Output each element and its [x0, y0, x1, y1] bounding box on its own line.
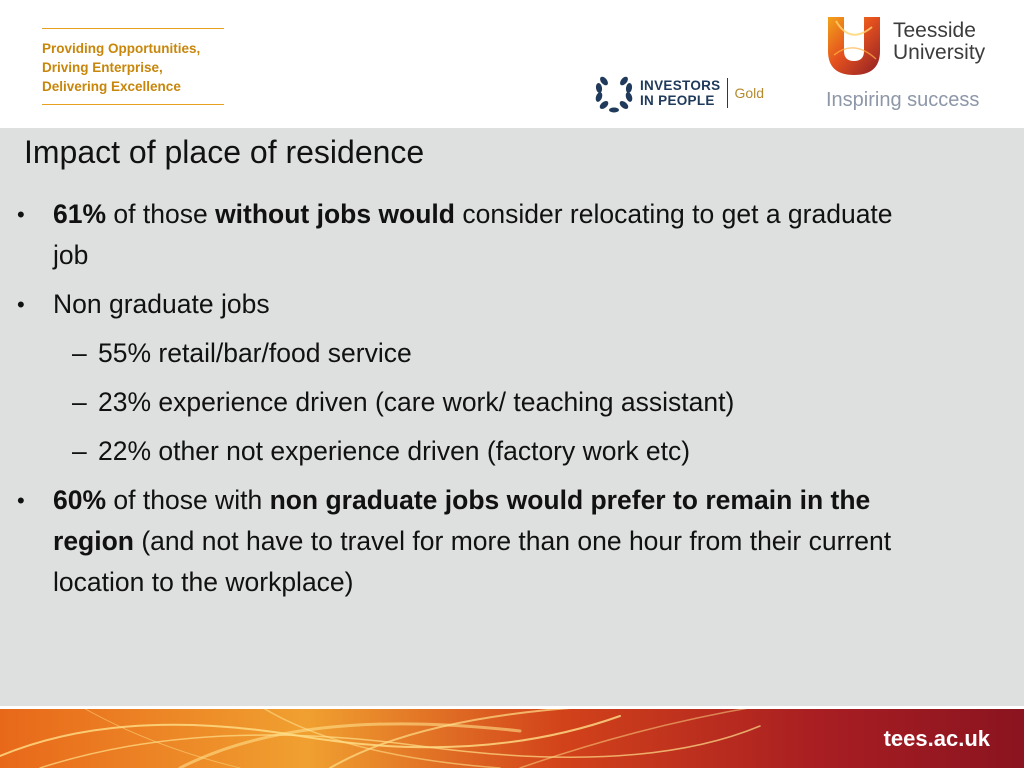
bullet-text: consider relocating to get a graduate job [53, 199, 893, 270]
bullet-item-non-graduate-jobs [17, 284, 913, 325]
bullet-stat: 61% [53, 199, 107, 229]
footer-divider [0, 706, 1024, 709]
bullet-stat: 60% [53, 485, 107, 515]
sub-bullet-item [72, 333, 1024, 374]
bullet-text: Non graduate jobs [53, 289, 270, 319]
bullet-text: of those [106, 199, 216, 229]
bullet-list [0, 194, 1024, 611]
header [0, 0, 1024, 128]
university-name-line-1: Teesside [893, 19, 976, 42]
dash-icon: – [72, 338, 87, 368]
bullet-emphasis: non graduate jobs would prefer to remain in the region [53, 485, 871, 556]
university-name [893, 20, 985, 64]
investors-in-people-logo [594, 72, 764, 114]
dash-icon: – [72, 387, 87, 417]
investors-line-2: IN PEOPLE [640, 93, 715, 108]
laurel-wreath-icon [594, 73, 634, 113]
university-name-line-2: University [893, 41, 986, 64]
investors-in-people-text [640, 78, 720, 108]
tagline-line-3: Delivering Excellence [42, 79, 181, 94]
footer-banner [0, 706, 1024, 768]
sub-bullet-item [72, 382, 1024, 423]
sub-bullet-text: 55% retail/bar/food service [98, 338, 412, 368]
tagline [42, 28, 224, 105]
investors-line-1: INVESTORS [640, 78, 721, 93]
bullet-text: of those with [106, 485, 270, 515]
investors-divider [727, 78, 728, 108]
tagline-bottom-rule [42, 104, 224, 105]
investors-tier: Gold [734, 85, 765, 101]
bullet-item-relocation [17, 194, 913, 276]
sub-bullet-text: 22% other not experience driven (factory work etc) [98, 436, 691, 466]
bullet-emphasis: without jobs would [215, 199, 455, 229]
footer-url: tees.ac.uk [883, 726, 990, 751]
tagline-line-2: Driving Enterprise, [42, 60, 163, 75]
bullet-text: (and not have to travel for more than one hour from their current location to the workplace) [53, 526, 892, 597]
bullet-dot-icon: • [17, 488, 25, 513]
teesside-u-logo [826, 15, 882, 75]
sub-bullet-item [72, 431, 1024, 472]
dash-icon: – [72, 436, 87, 466]
bullet-dot-icon: • [17, 202, 25, 227]
university-slogan: Inspiring success [826, 89, 980, 111]
tagline-line-1: Providing Opportunities, [42, 41, 201, 56]
sub-bullet-text: 23% experience driven (care work/ teaching assistant) [98, 387, 735, 417]
slide-title: Impact of place of residence [24, 134, 425, 170]
slide-content [0, 128, 1024, 706]
bullet-dot-icon: • [17, 292, 25, 317]
bullet-item-remain-in-region [17, 480, 913, 603]
fire-swirl-banner [0, 706, 1024, 768]
